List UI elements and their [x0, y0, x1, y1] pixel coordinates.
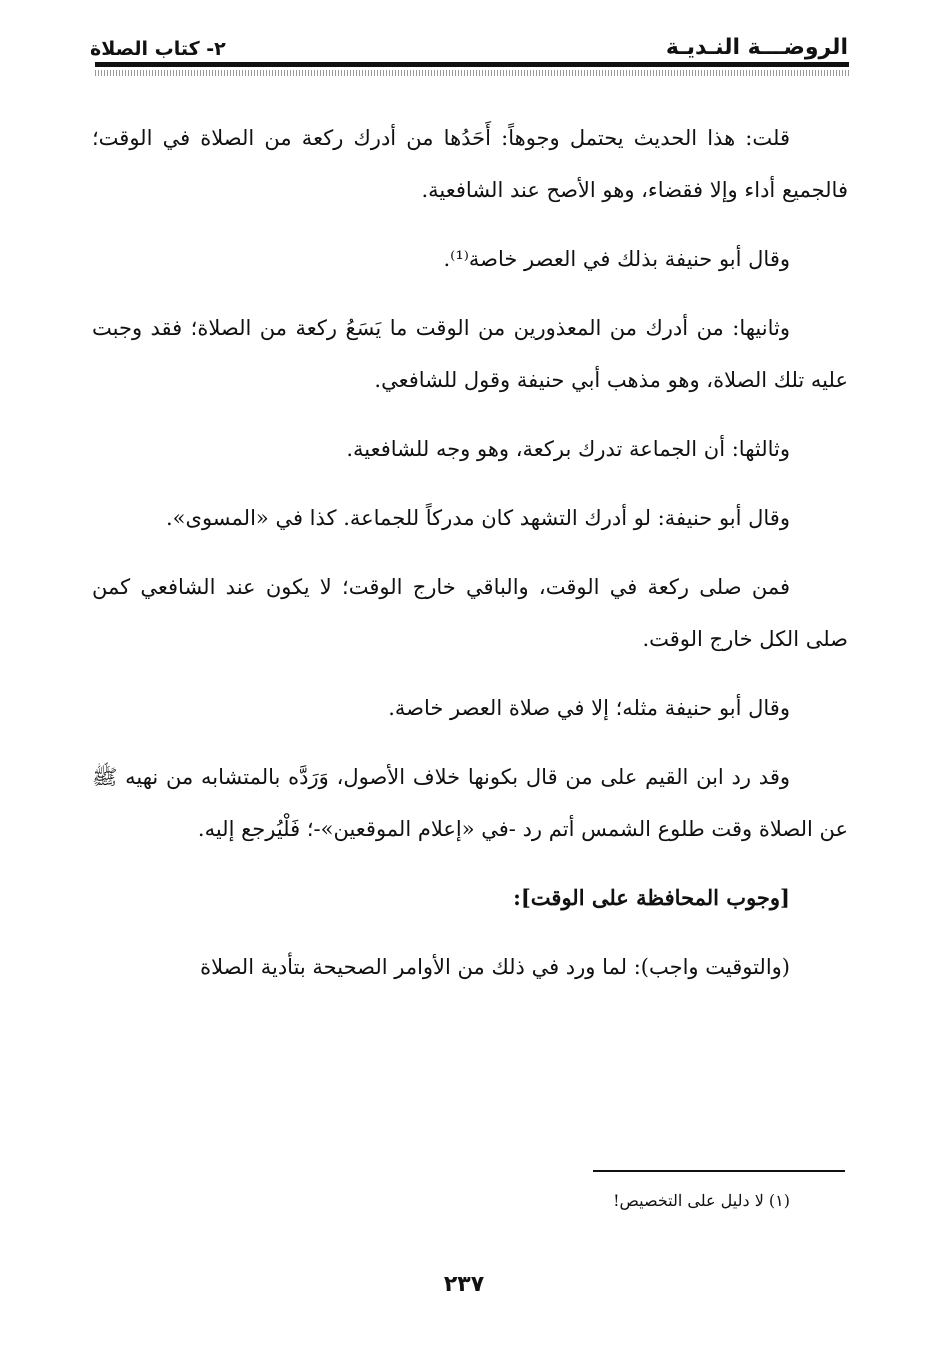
- header-rule: [95, 62, 849, 67]
- footnote: (١) لا دليل على التخصيص!: [613, 1191, 790, 1210]
- chapter-title: ٢- كتاب الصلاة: [90, 38, 226, 60]
- section-heading: [وجوب المحافظة على الوقت]:: [513, 885, 790, 910]
- footnote-rule: [593, 1170, 845, 1172]
- paragraph: فمن صلى ركعة في الوقت، والباقي خارج الوقت؛ لا يكون عند الشافعي كمن صلى الكل خارج الوقت.: [92, 575, 848, 651]
- paragraph: (والتوقيت واجب): لما ورد في ذلك من الأوامر الصحيحة بتأدية الصلاة: [200, 955, 790, 979]
- paragraph: وقد رد ابن القيم على من قال بكونها خلاف الأصول، وَرَدَّه بالمتشابه من نهيه ﷺ عن الصلاة وقت طلوع الشمس أتم رد -في «إعلام الموقعين»-؛ فَلْيُرجع إليه.: [92, 765, 848, 841]
- main-text: [92, 112, 848, 1010]
- paragraph: وقال أبو حنيفة بذلك في العصر خاصة⁽¹⁾.: [443, 247, 790, 271]
- paragraph: وقال أبو حنيفة مثله؛ إلا في صلاة العصر خاصة.: [388, 696, 790, 720]
- running-header: [90, 30, 848, 60]
- paragraph: وثانيها: من أدرك من المعذورين من الوقت ما يَسَعُ ركعة من الصلاة؛ فقد وجبت عليه تلك الصلاة، وهو مذهب أبي حنيفة وقول للشافعي.: [92, 316, 848, 392]
- paragraph: وقال أبو حنيفة: لو أدرك التشهد كان مدركاً للجماعة. كذا في «المسوى».: [166, 506, 790, 530]
- paragraph: قلت: هذا الحديث يحتمل وجوهاً: أَحَدُها من أدرك ركعة من الصلاة في الوقت؛ فالجميع أداء وإلا فقضاء، وهو الأصح عند الشافعية.: [92, 126, 848, 202]
- page-number: ٢٣٧: [443, 1272, 485, 1297]
- header-shade-rule: [95, 70, 849, 76]
- book-title: الروضـــة النـديـة: [665, 35, 848, 60]
- paragraph: وثالثها: أن الجماعة تدرك بركعة، وهو وجه للشافعية.: [346, 437, 790, 461]
